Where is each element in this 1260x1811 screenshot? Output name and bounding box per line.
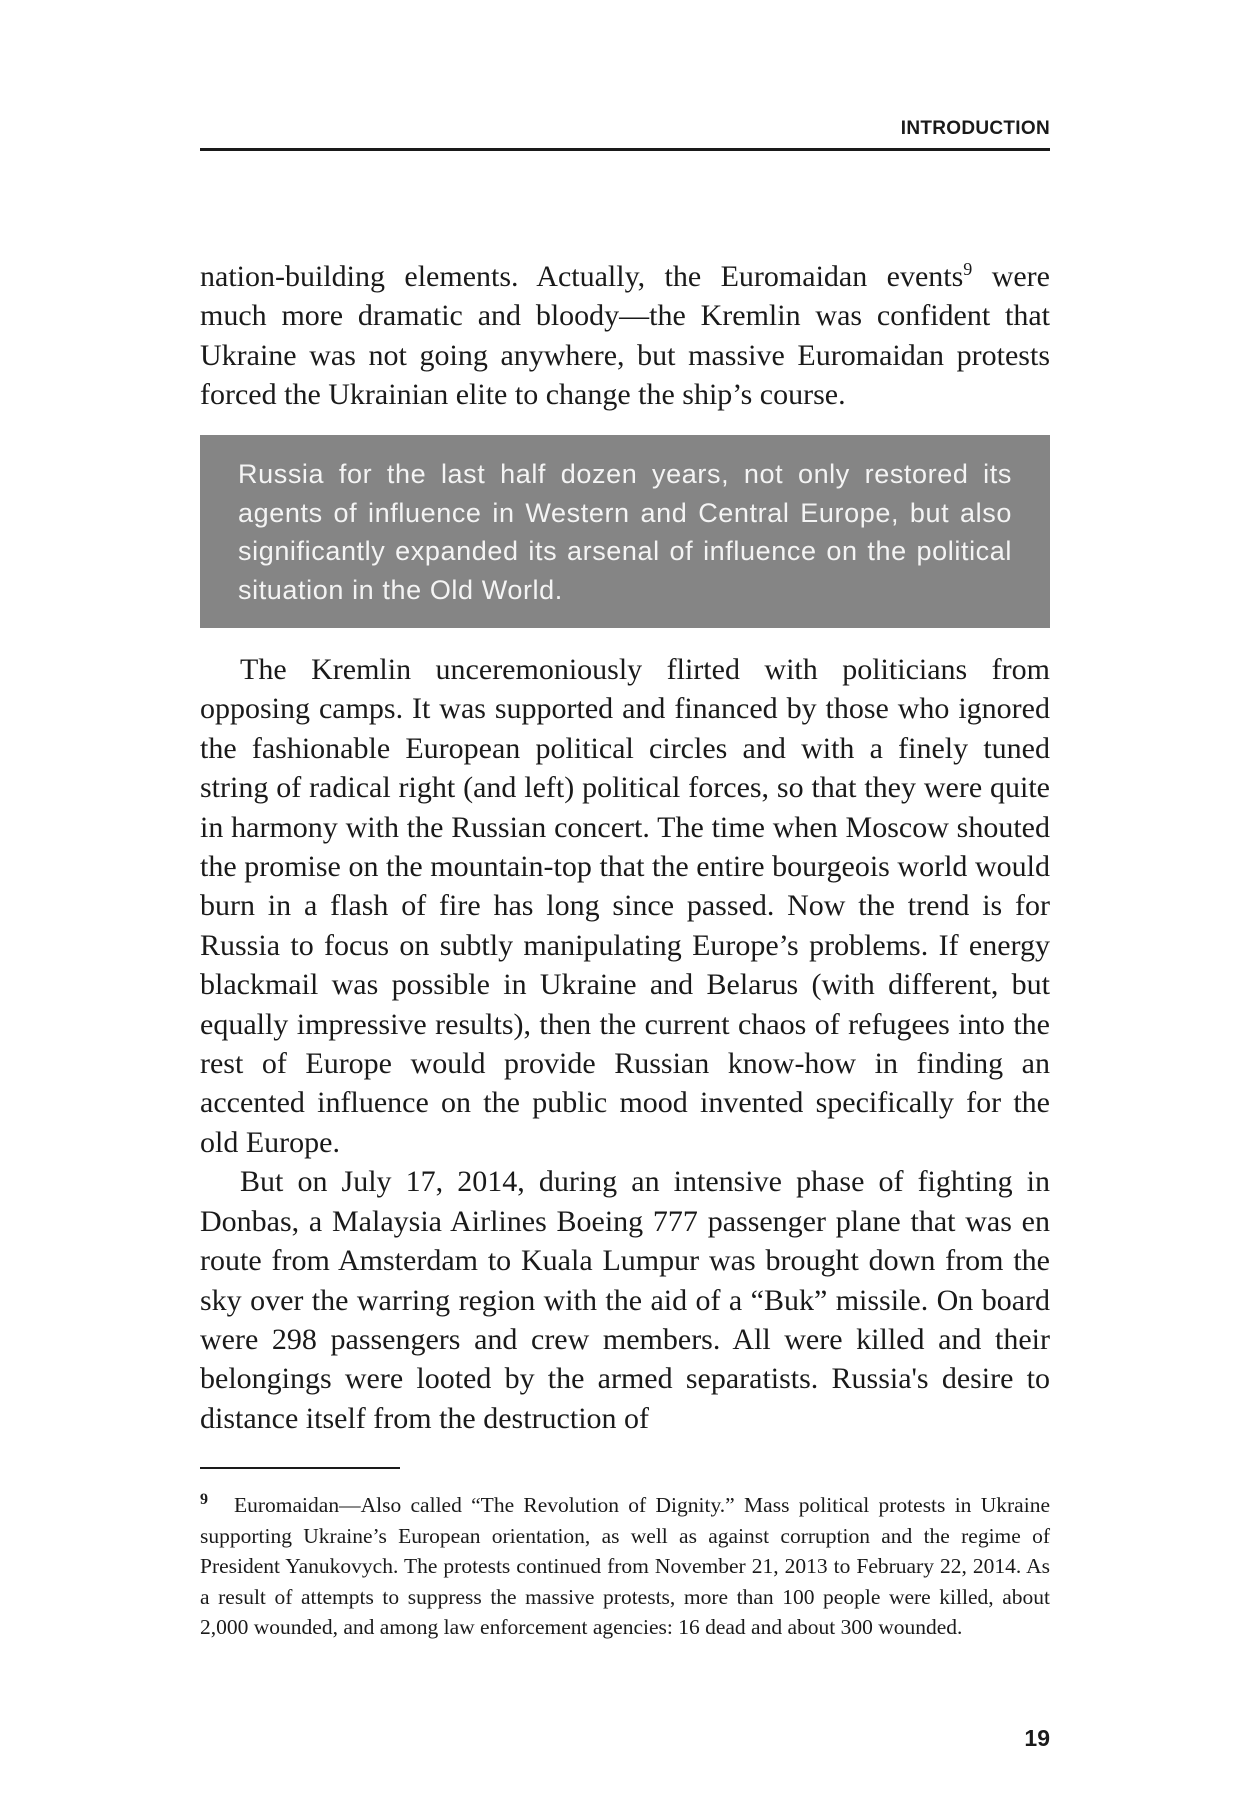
main-text-block xyxy=(200,650,1050,1438)
header-rule xyxy=(200,148,1050,151)
footnote xyxy=(200,1490,1050,1643)
paragraph-kremlin-flirted: The Kremlin unceremoniously flirted with politicians from opposing camps. It was supported and financed by those who ignored the fashionable European political circles and with a finely tuned string of radical right (and left) political forces, so that they were quite in harmony with the Russian concert. The time when Moscow shouted the promise on the mountain-top that the entire bourgeois world would burn in a flash of fire has long since passed. Now the trend is for Russia to focus on subtly manipulating Europe’s problems. If energy blackmail was possible in Ukraine and Belarus (with different, but equally impressive results), then the current chaos of refugees into the rest of Europe would provide Russian know-how in finding an accented influence on the public mood invented specifically for the old Europe. xyxy=(200,653,1050,1159)
footnote-reference[interactable]: 9 xyxy=(963,259,973,279)
intro-text-after-ref: were much more dramatic and bloody—the Kremlin was confident that Ukraine was not going anywhere, but massive Euromaidan protests forced the Ukrainian elite to change the ship’s course. xyxy=(200,260,1050,412)
intro-paragraph xyxy=(200,257,1050,415)
running-head: INTRODUCTION xyxy=(900,118,1050,139)
intro-text-before-ref: nation-building elements. Actually, the Euromaidan events xyxy=(200,260,964,293)
pull-quote-box xyxy=(200,435,1050,628)
footnote-separator xyxy=(200,1467,400,1469)
footnote-text: Euromaidan—Also called “The Revolution of Dignity.” Mass political protests in Ukraine supporting Ukraine’s European orientation, as well as against corruption and the regime of President Yanukovych. The protests continued from November 21, 2013 to February 22, 2014. As a result of attempts to suppress the massive protests, more than 100 people were killed, about 2,000 wounded, and among law enforcement agencies: 16 dead and about 300 wounded. xyxy=(200,1493,1050,1639)
footnote-number: 9 xyxy=(200,1490,208,1508)
intro-paragraph-block xyxy=(200,257,1050,415)
page-number: 19 xyxy=(1024,1725,1050,1751)
paragraph-mh17: But on July 17, 2014, during an intensive phase of fighting in Donbas, a Malaysia Airlines Boeing 777 passenger plane that was en route from Amsterdam to Kuala Lumpur was brought down from the sky over the warring region with the aid of a “Buk” missile. On board were 298 passengers and crew members. All were killed and their belongings were looted by the armed separatists. Russia's desire to distance itself from the destruction of xyxy=(200,1165,1050,1435)
pull-quote-text: Russia for the last half dozen years, not only restored its agents of influence in Western and Central Europe, but also significantly expanded its arsenal of influence on the political situation in the Old World. xyxy=(238,459,1012,605)
